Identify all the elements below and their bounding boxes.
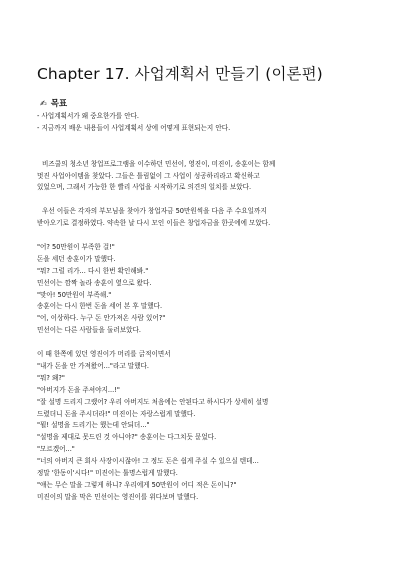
dialogue-line: 돈을 세던 송훈이가 말했다. <box>37 254 116 263</box>
dialogue-line: "잘 설명 드리지 그랬어? 우리 아버지도 처음에는 안된다고 하시다가 상세히 설명 <box>37 397 269 406</box>
paragraph-line: 있었으며, 그래서 가능한 한 빨리 사업을 시작하기로 의견의 일치를 보았다. <box>37 183 252 192</box>
dialogue-line: "어, 이상하다. 누구 돈 안가져온 사람 있어?" <box>37 314 166 323</box>
objectives-heading <box>40 97 67 109</box>
dialogue-line: "설명을 제대로 못드린 것 아니야?" 송훈이는 다그치듯 묻었다. <box>37 433 217 442</box>
dialogue-line: "얘는 무슨 말을 그렇게 하니? 우리에게 50만원이 어디 적은 돈이니?" <box>37 481 237 490</box>
dialogue-line: "모르겠어..." <box>37 445 75 454</box>
chapter-title: Chapter 17. 사업계획서 만들기 (이론편) <box>37 65 323 83</box>
dialogue-line: "내가 돈을 안 가져왔어..."라고 말했다. <box>37 361 150 370</box>
objective-item: - 사업계획서가 왜 중요한가를 안다. <box>37 112 140 120</box>
dialogue-line: 이 때 한쪽에 있던 영진이가 머리를 긁적이면서 <box>37 350 171 359</box>
dialogue-line: "뭐? 왜?" <box>37 373 65 382</box>
dialogue-line: 민선이는 깜짝 놀라 송훈이 옆으로 왔다. <box>37 278 152 287</box>
dialogue-line: "어? 50만원이 부족한 걸!" <box>37 242 115 251</box>
paragraph-line: 받아오기로 결정하였다. 약속한 날 다시 모인 이들은 창업자금을 한곳에에 모았다. <box>37 219 271 228</box>
pen-icon: ✍ <box>40 99 47 108</box>
objective-item: - 지금까지 배운 내용들이 사업계획서 상에 어떻게 표현되는지 안다. <box>37 123 231 132</box>
dialogue-line: "뭐? 그럴 리가... 다시 한번 확인해봐." <box>37 266 149 275</box>
document-body <box>37 111 387 504</box>
dialogue-line: 정말 '한동이'시다!" 미진이는 툴명스럽게 말했다. <box>37 469 178 478</box>
dialogue-line: "뭘! 설명을 드리기는 했는데 안되더..." <box>37 421 150 430</box>
dialogue-line: "너의 아버지 큰 회사 사장이시잖아! 그 정도 돈은 쉽게 주실 수 있으실 텐데... <box>37 457 259 466</box>
paragraph-line: 멋진 사업아이템을 찾았다. 그들은 틀림없이 그 사업이 성공하리라고 확신하고 <box>37 171 260 180</box>
objectives-heading-label: 목표 <box>50 99 68 109</box>
dialogue-line: 송훈이는 다시 한번 돈을 세어 본 후 말했다. <box>37 302 163 311</box>
dialogue-line: 드렸더니 돈을 주시더라!" 미진이는 자랑스럽게 말했다. <box>37 409 196 418</box>
dialogue-line: 미진이의 말을 막은 민선이는 영진이를 위다보며 말했다. <box>37 492 199 501</box>
paragraph-line: 우선 이들은 각자의 부모님을 찾아가 창업자금 50만원씩을 다음 주 수요일까지 <box>42 207 267 216</box>
dialogue-line: "아버지가 돈을 주셔야지...!" <box>37 385 120 394</box>
dialogue-line: 민선이는 다른 사람들을 둘러보았다. <box>37 326 141 335</box>
paragraph-line: 비즈쿨의 청소년 창업프로그램을 이수하던 민선이, 영진이, 미진이, 송훈이는 함께 <box>42 159 276 168</box>
dialogue-line: "맞아! 50만원이 부족해." <box>37 290 112 299</box>
